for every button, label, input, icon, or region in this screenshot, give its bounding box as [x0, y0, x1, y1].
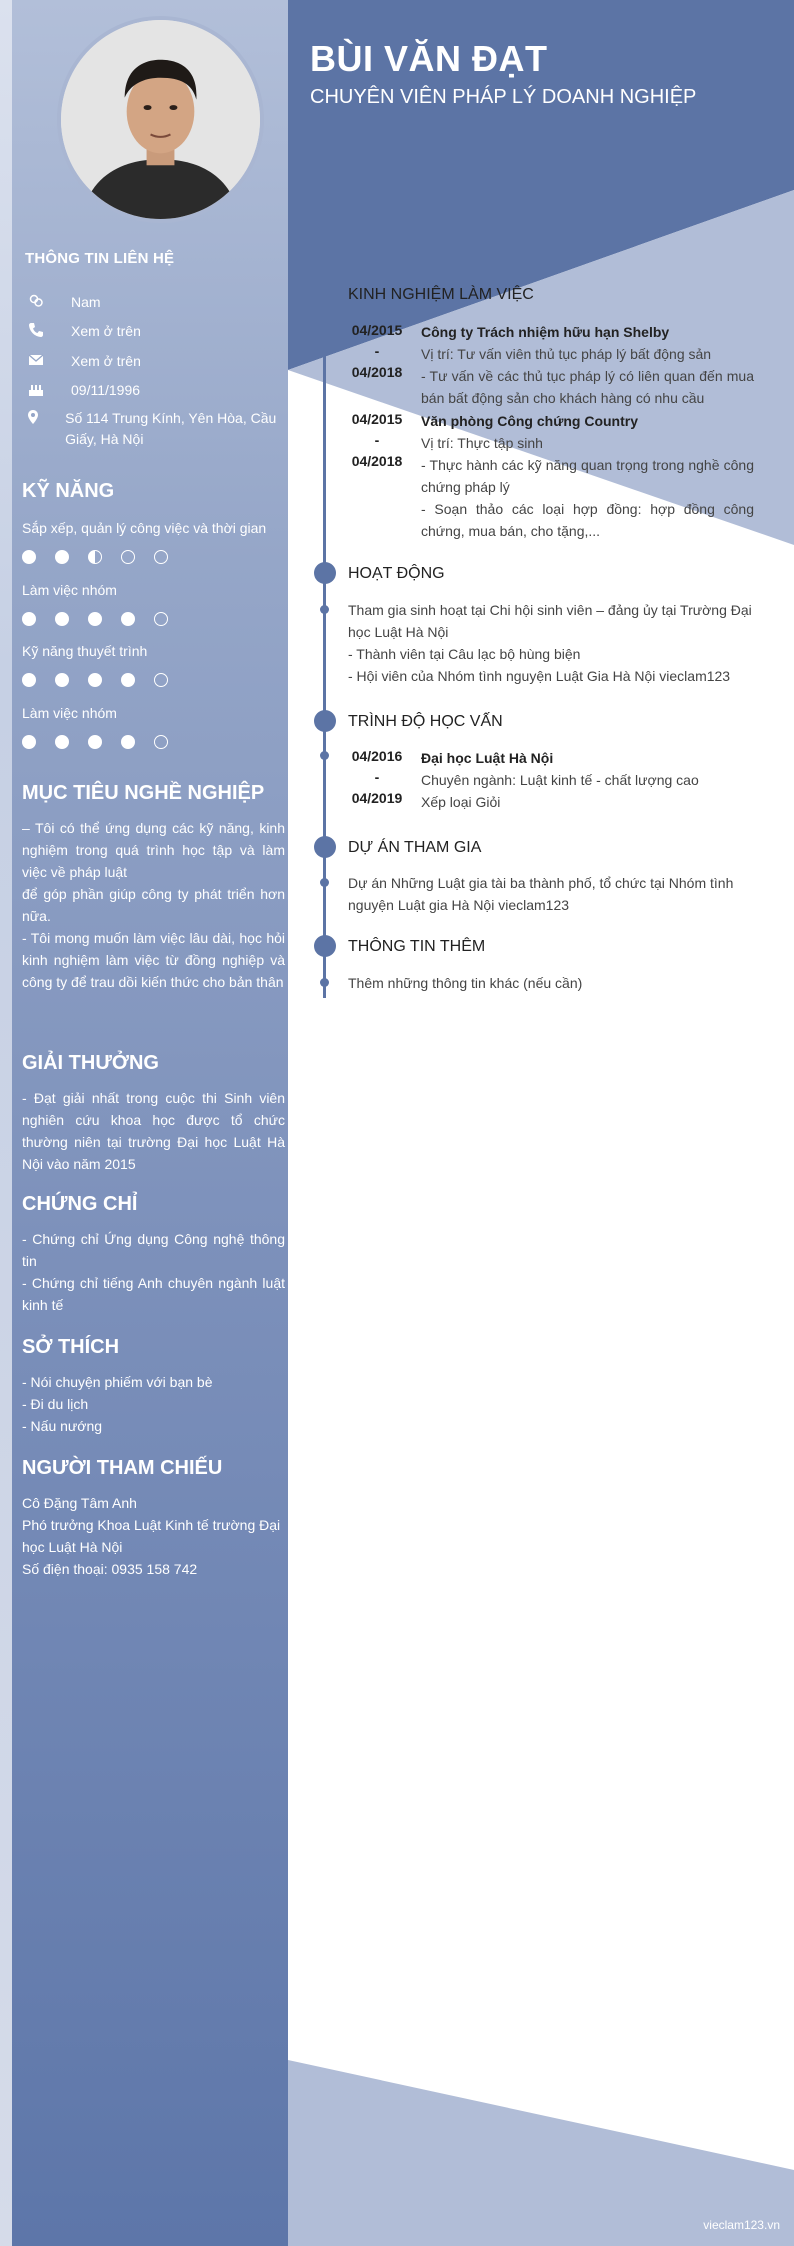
rating-dot-filled	[55, 735, 69, 749]
certificates-title: CHỨNG CHỈ	[22, 1193, 138, 1215]
timeline-point	[320, 978, 329, 987]
activity-line: - Hội viên của Nhóm tình nguyện Luật Gia Hà Nội vieclam123	[348, 668, 731, 684]
rating-dot-filled	[22, 673, 36, 687]
location-pin-icon	[25, 408, 41, 426]
activities-title: HOẠT ĐỘNG	[348, 565, 445, 582]
objective-title: MỤC TIÊU NGHỀ NGHIỆP	[22, 782, 265, 804]
timeline-point	[320, 878, 329, 887]
hobby-line: - Nấu nướng	[22, 1418, 103, 1434]
skill-rating	[22, 612, 187, 626]
contact-birthday	[25, 380, 280, 401]
rating-dot-filled	[88, 735, 102, 749]
rating-dot-filled	[88, 612, 102, 626]
education-line: Xếp loại Giỏi	[421, 794, 501, 810]
job-end-date: 04/2018	[351, 364, 403, 380]
skill-rating	[22, 673, 187, 687]
awards-text	[22, 1087, 285, 1175]
timeline-point	[320, 605, 329, 614]
rating-dot-half	[88, 550, 102, 564]
sidebar	[12, 0, 288, 2246]
experience-title: KINH NGHIỆM LÀM VIỆC	[348, 286, 534, 303]
job-date-separator: -	[374, 343, 380, 359]
hobby-line: - Nói chuyện phiếm với bạn bè	[22, 1374, 213, 1390]
rating-dot-filled	[55, 612, 69, 626]
references-title: NGƯỜI THAM CHIẾU	[22, 1457, 223, 1479]
extra-info-line: Thêm những thông tin khác (nếu cần)	[348, 975, 583, 991]
activity-line: - Thành viên tại Câu lạc bộ hùng biện	[348, 646, 581, 662]
skill-name: Kỹ năng thuyết trình	[22, 643, 148, 659]
certificates-text	[22, 1228, 285, 1316]
education-dates	[348, 746, 406, 809]
job-line: - Thực hành các kỹ năng quan trọng trong nghề công chứng pháp lý	[421, 457, 754, 495]
rating-dot-filled	[22, 735, 36, 749]
skill-name: Làm việc nhóm	[22, 705, 117, 721]
objective-text	[22, 817, 285, 993]
timeline-node	[314, 562, 336, 584]
reference-line: Cô Đặng Tâm Anh	[22, 1495, 137, 1511]
objective-line: – Tôi có thể ứng dụng các kỹ năng, kinh nghiệm trong quá trình học tập và làm việc về pháp luật	[22, 820, 285, 880]
extra-info-text	[348, 972, 753, 994]
gender-icon	[25, 292, 47, 310]
education-school: Đại học Luật Hà Nội	[421, 750, 554, 766]
timeline-node	[314, 710, 336, 732]
awards-line: - Đạt giải nhất trong cuộc thi Sinh viên nghiên cứu khoa học được tổ chức thường niên tại trường Đại học Luật Hà Nội vào năm 2015	[22, 1090, 285, 1172]
email-icon	[25, 351, 47, 369]
contact-phone	[25, 321, 280, 342]
skill-name: Sắp xếp, quản lý công việc và thời gian	[22, 520, 267, 536]
rating-dot-empty	[154, 735, 168, 749]
contact-email-text: Xem ở trên	[71, 353, 141, 369]
job-start-date: 04/2015	[351, 411, 403, 427]
phone-icon	[25, 321, 47, 339]
awards-title: GIẢI THƯỞNG	[22, 1052, 159, 1074]
projects-text	[348, 872, 753, 916]
contact-address	[25, 408, 280, 450]
job-line: - Tư vấn về các thủ tục pháp lý có liên quan đến mua bán bất động sản cho khách hàng có nhu cầu	[421, 368, 754, 406]
certificate-line: - Chứng chỉ Ứng dụng Công nghệ thông tin	[22, 1231, 285, 1269]
rating-dot-empty	[154, 673, 168, 687]
rating-dot-filled	[22, 550, 36, 564]
avatar	[57, 16, 264, 223]
contact-phone-text: Xem ở trên	[71, 323, 141, 339]
education-line: Chuyên ngành: Luật kinh tế - chất lượng cao	[421, 772, 699, 788]
skill-rating	[22, 735, 187, 749]
contact-section-title: THÔNG TIN LIÊN HỆ	[25, 250, 175, 267]
timeline-point	[320, 751, 329, 760]
timeline-line	[323, 330, 326, 998]
extra-info-title: THÔNG TIN THÊM	[348, 938, 486, 955]
job-entry	[421, 321, 754, 409]
reference-line: Số điện thoại: 0935 158 742	[22, 1561, 198, 1577]
projects-title: DỰ ÁN THAM GIA	[348, 839, 482, 856]
job-line: - Soạn thảo các loại hợp đồng: hợp đồng công chứng, mua bán, cho tặng,...	[421, 501, 754, 539]
candidate-name: BÙI VĂN ĐẠT	[310, 38, 548, 79]
contact-address-text: Số 114 Trung Kính, Yên Hòa, Cầu Giấy, Hà Nội	[65, 410, 277, 447]
hobby-line: - Đi du lịch	[22, 1396, 89, 1412]
timeline-node	[314, 935, 336, 957]
contact-email	[25, 351, 280, 372]
job-line: Vị trí: Thực tập sinh	[421, 435, 543, 451]
contact-gender-text: Nam	[71, 294, 101, 310]
certificate-line: - Chứng chỉ tiếng Anh chuyên ngành luật kinh tế	[22, 1275, 285, 1313]
rating-dot-filled	[22, 612, 36, 626]
skill-name: Làm việc nhóm	[22, 582, 117, 598]
job-date-separator: -	[374, 432, 380, 448]
contact-birthday-text: 09/11/1996	[71, 382, 141, 398]
cv-header	[310, 38, 696, 109]
rating-dot-filled	[88, 673, 102, 687]
objective-line: để góp phần giúp công ty phát triển hơn nữa.	[22, 886, 285, 924]
rating-dot-filled	[55, 673, 69, 687]
job-organization: Văn phòng Công chứng Country	[421, 413, 638, 429]
project-line: Dự án Những Luật gia tài ba thành phố, tổ chức tại Nhóm tình nguyện Luật gia Hà Nội vieclam123	[348, 875, 734, 913]
objective-line: - Tôi mong muốn làm việc lâu dài, học hỏi kinh nghiệm làm việc từ đồng nghiệp và công ty để trau dồi kiến thức cho bản thân	[22, 930, 285, 990]
activities-text	[348, 599, 753, 687]
footer-watermark: vieclam123.vn	[703, 2218, 780, 2232]
contact-gender	[25, 292, 280, 313]
rating-dot-filled	[121, 612, 135, 626]
rating-dot-empty	[154, 550, 168, 564]
job-start-date: 04/2015	[351, 322, 403, 338]
reference-line: Phó trưởng Khoa Luật Kinh tế trường Đại học Luật Hà Nội	[22, 1517, 281, 1555]
education-title: TRÌNH ĐỘ HỌC VẤN	[348, 713, 503, 730]
education-start-date: 04/2016	[351, 748, 403, 764]
rating-dot-filled	[121, 735, 135, 749]
job-dates	[348, 320, 406, 383]
education-date-separator: -	[374, 769, 380, 785]
job-organization: Công ty Trách nhiệm hữu hạn Shelby	[421, 324, 670, 340]
hobbies-text	[22, 1371, 285, 1437]
candidate-role: CHUYÊN VIÊN PHÁP LÝ DOANH NGHIỆP	[310, 86, 697, 108]
activity-line: Tham gia sinh hoạt tại Chi hội sinh viên – đảng ủy tại Trường Đại học Luật Hà Nội	[348, 602, 752, 640]
skill-rating	[22, 550, 187, 564]
rating-dot-filled	[55, 550, 69, 564]
education-end-date: 04/2019	[351, 790, 403, 806]
rating-dot-empty	[154, 612, 168, 626]
job-dates	[348, 409, 406, 472]
rating-dot-filled	[121, 673, 135, 687]
job-line: Vị trí: Tư vấn viên thủ tục pháp lý bất động sản	[421, 346, 712, 362]
job-entry	[421, 410, 754, 542]
birthday-cake-icon	[25, 380, 47, 398]
job-end-date: 04/2018	[351, 453, 403, 469]
references-text	[22, 1492, 285, 1580]
rating-dot-empty	[121, 550, 135, 564]
skills-title: KỸ NĂNG	[22, 480, 115, 502]
education-entry	[421, 747, 754, 813]
timeline-node	[314, 836, 336, 858]
sidebar-edge-strip	[0, 0, 12, 2246]
hobbies-title: SỞ THÍCH	[22, 1336, 120, 1358]
